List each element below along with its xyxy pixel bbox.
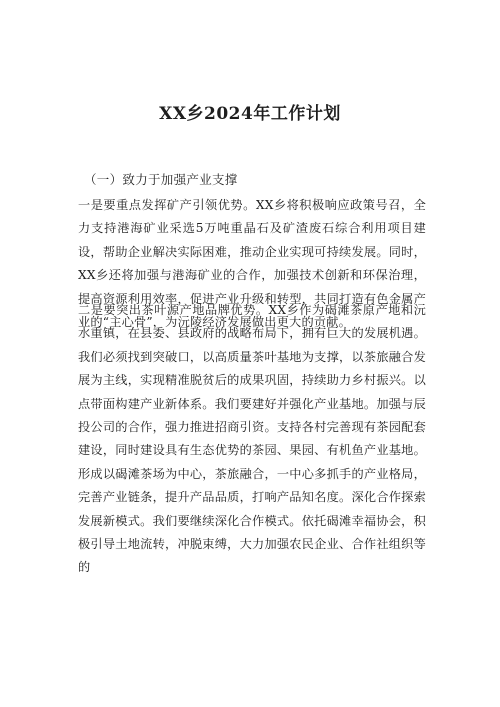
document-title: XX乡2024年工作计划	[159, 104, 341, 124]
paragraph-mining: 一是要重点发挥矿产引领优势。XX乡将积极响应政策号召，全力支持港海矿业采选5万吨重晶石及矿渣废石综合利用项目建设，帮助企业解决实际困难，推动企业实现可持续发展。同时，XX乡还将加强与港海矿业的合作，加强技术创新和环保治理，提高资源利用效率，促进产业升级和转型，共同打造有色金属产业的“主心骨”，为沅陵经济发展做出更大的贡献。	[78, 198, 426, 330]
section-heading: （一）致力于加强产业支撑	[84, 172, 238, 187]
paragraph-tea: 二是要突出茶叶源产地品牌优势。XX乡作为碣滩茶原产地和沅水重镇，在县委、县政府的战略布局下，拥有巨大的发展机遇。我们必须找到突破口，以高质量茶叶基地为支撑，以茶旅融合发展为主线，实现精准脱贫后的成果巩固，持续助力乡村振兴。以点带面构建产业新体系。我们要建好并强化产业基地。加强与辰投公司的合作，强力推进招商引资。支持各村完善现有茶园配套建设，同时建设具有生态优势的茶园、果园、有机鱼产业基地。形成以碣滩茶场为中心，茶旅融合，一中心多抓手的产业格局，完善产业链条，提升产品品质，打响产品知名度。深化合作探索发展新模式。我们要继续深化合作模式。依托碣滩幸福协会，积极引导土地流转，冲脱束缚，大力加强农民企业、合作社组织等的	[78, 303, 426, 575]
